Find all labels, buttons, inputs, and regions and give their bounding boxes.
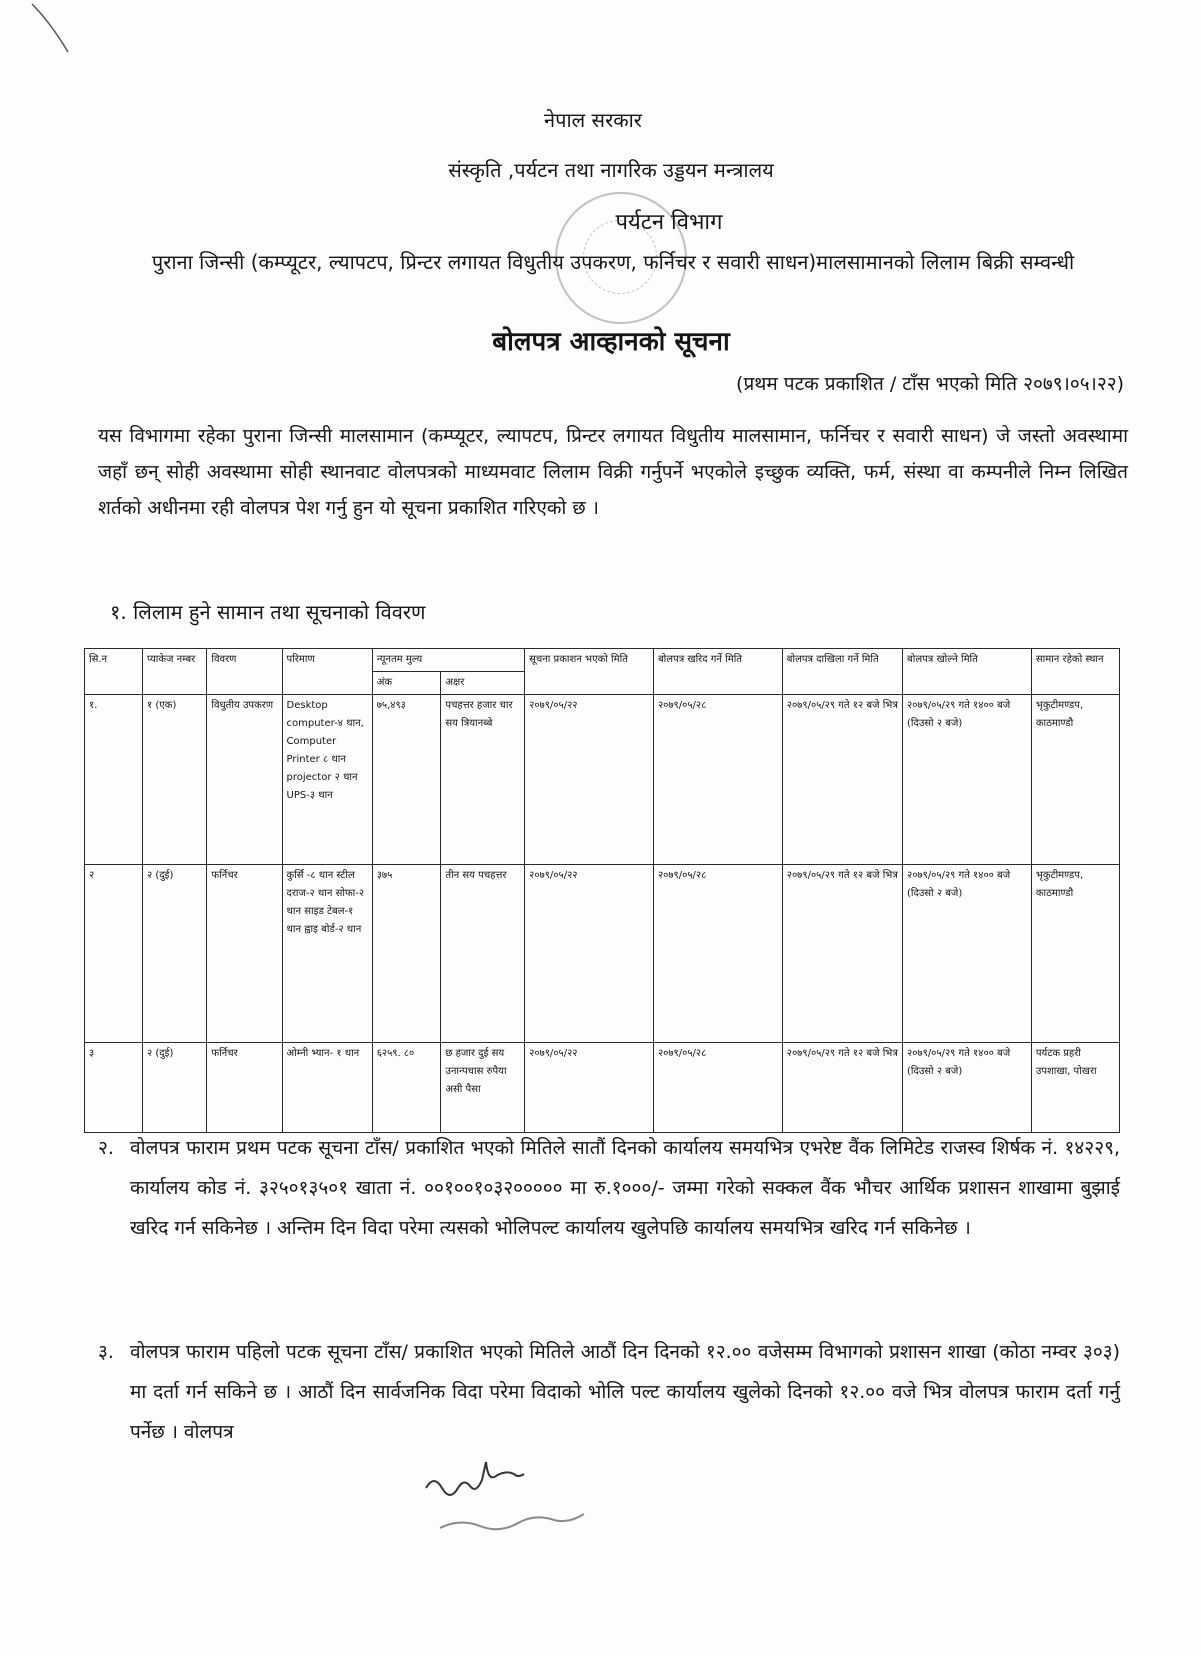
cell-submit-date: २०७९/०५/२९ गते १२ बजे भित्र [782,1043,902,1133]
cell-notice-date: २०७९/०५/२२ [525,695,654,865]
cell-amount: ७५,४९३ [372,695,441,865]
cell-quantity: Desktop computer-४ थान, Computer Printer ८ थान projector २ थान UPS-३ थान [282,695,372,865]
col-notice-date: सूचना प्रकाशन भएको मिति [525,649,654,695]
cell-submit-date: २०७९/०५/२९ गते १२ बजे भित्र [782,695,902,865]
cell-amount-words: तीन सय पचहत्तर [441,865,525,1043]
department-name: पर्यटन विभाग [615,210,723,235]
clause-number: ३. [98,1341,114,1363]
cell-quantity: ओम्नी भ्यान- १ थान [282,1043,372,1133]
cell-sn: १. [85,695,143,865]
cell-location: भृकुटीमण्डप, काठमाण्डौ [1031,695,1119,865]
cell-amount: ३७५ [372,865,441,1043]
cell-open-date: २०७९/०५/२९ गते १४०० बजे (दिउसो २ बजे) [903,865,1032,1043]
handwritten-signature [420,1458,620,1548]
col-sn: सि.न [85,649,143,695]
section-heading: १. लिलाम हुने सामान तथा सूचनाको विवरण [110,600,426,624]
col-submit-date: बोलपत्र दाखिला गर्ने मिति [782,649,902,695]
cell-location: पर्यटक प्रहरी उपशाखा, पोखरा [1031,1043,1119,1133]
col-in-figures: अंक [372,672,441,695]
ministry-name: संस्कृति ,पर्यटन तथा नागरिक उड्डयन मन्त्रालय [448,158,774,182]
cell-description: विधुतीय उपकरण [207,695,282,865]
cell-purchase-date: २०७९/०५/२८ [653,1043,782,1133]
clause-text: वोलपत्र फाराम पहिलो पटक सूचना टाँस/ प्रकाशित भएको मितिले आठौं दिन दिनको १२.०० वजेसम्म विभागको प्रशासन शाखा (कोठा नम्वर ३०३) मा दर्ता गर्न सकिने छ । आठौं दिन सार्वजनिक विदा परेमा विदाको भोलि पल्ट कार्यालय खुलेको दिनको १२.०० वजे भित्र वोलपत्र फाराम दर्ता गर्नु पर्नेछ । वोलपत्र [130,1341,1120,1443]
intro-paragraph: यस विभागमा रहेका पुराना जिन्सी मालसामान (कम्प्यूटर, ल्यापटप, प्रिन्टर लगायत विधुतीय मालसामान, फर्निचर र सवारी साधन) जे जस्तो अवस्थामा जहाँ छन् सोही अवस्थामा सोही स्थानवाट वोलपत्रको माध्यमवाट लिलाम विक्री गर्नुपर्ने भएकोले इच्छुक व्यक्ति, फर्म, संस्था वा कम्पनीले निम्न लिखित शर्तको अधीनमा रही वोलपत्र पेश गर्नु हुन यो सूचना प्रकाशित गरिएको छ । [98,425,1128,519]
notice-title: बोलपत्र आव्हानको सूचना [492,327,730,357]
cell-package: १ (एक) [142,695,206,865]
notice-subject: पुराना जिन्सी (कम्प्यूटर, ल्यापटप, प्रिन्टर लगायत विधुतीय उपकरण, फर्निचर र सवारी साधन)मालसामानको लिलाम बिक्री सम्वन्धी [151,250,1075,274]
cell-amount: ६२५९. ८० [372,1043,441,1133]
scan-mark [30,0,90,60]
cell-description: फर्निचर [207,865,282,1043]
col-location: सामान रहेको स्थान [1031,649,1119,695]
cell-package: २ (दुई) [142,865,206,1043]
col-open-date: बोलपत्र खोल्ने मिति [903,649,1032,695]
cell-notice-date: २०७९/०५/२२ [525,1043,654,1133]
col-purchase-date: बोलपत्र खरिद गर्ने मिति [653,649,782,695]
cell-location: भृकुटीमण्डप, काठमाण्डौ [1031,865,1119,1043]
cell-sn: २ [85,865,143,1043]
cell-open-date: २०७९/०५/२९ गते १४०० बजे (दिउसो २ बजे) [903,1043,1032,1133]
cell-submit-date: २०७९/०५/२९ गते १२ बजे भित्र [782,865,902,1043]
clause-text: वोलपत्र फाराम प्रथम पटक सूचना टाँस/ प्रकाशित भएको मितिले सातौं दिनको कार्यालय समयभित्र एभरेष्ट वैंक लिमिटेड राजस्व शिर्षक नं. १४२२९, कार्यालय कोड नं. ३२५०१३५०१ खाता नं. ००१००१०३२००००० मा रु.१०००/- जम्मा गरेको सक्कल वैंक भौचर आर्थिक प्रशासन शाखामा बुझाई खरिद गर्न सकिनेछ । अन्तिम दिन विदा परेमा त्यसको भोलिपल्ट कार्यालय खुलेपछि कार्यालय समयभित्र खरिद गर्न सकिनेछ । [130,1137,1120,1239]
table-header-row [85,649,1120,672]
cell-sn: ३ [85,1043,143,1133]
clause-2 [98,1128,1120,1248]
clause-3 [98,1332,1120,1452]
table-row [85,695,1120,865]
col-min-value: न्यूनतम मुल्य [372,649,524,672]
col-description: विवरण [207,649,282,695]
auction-items-table [84,648,1120,1133]
cell-notice-date: २०७९/०५/२२ [525,865,654,1043]
table-row [85,1043,1120,1133]
cell-package: २ (दुई) [142,1043,206,1133]
cell-amount-words: पचहत्तर हजार चार सय त्रियानब्बे [441,695,525,865]
cell-open-date: २०७९/०५/२९ गते १४०० बजे (दिउसो २ बजे) [903,695,1032,865]
publication-date: (प्रथम पटक प्रकाशित / टाँस भएको मिति २०७९।०५।२२) [736,373,1124,395]
col-package: प्याकेज नम्बर [142,649,206,695]
clause-number: २. [98,1137,114,1159]
cell-purchase-date: २०७९/०५/२८ [653,695,782,865]
cell-amount-words: छ हजार दुई सय उनान्पचास रुपैया असी पैसा [441,1043,525,1133]
cell-description: फर्निचर [207,1043,282,1133]
cell-quantity: कुर्सि -८ थान स्टील दराज-२ थान सोफा-२ थान साइड टेबल-१ थान ह्वाइ बोर्ड-२ थान [282,865,372,1043]
col-quantity: परिमाण [282,649,372,695]
col-in-words: अक्षर [441,672,525,695]
government-name: नेपाल सरकार [544,108,642,132]
table-row [85,865,1120,1043]
cell-purchase-date: २०७९/०५/२८ [653,865,782,1043]
